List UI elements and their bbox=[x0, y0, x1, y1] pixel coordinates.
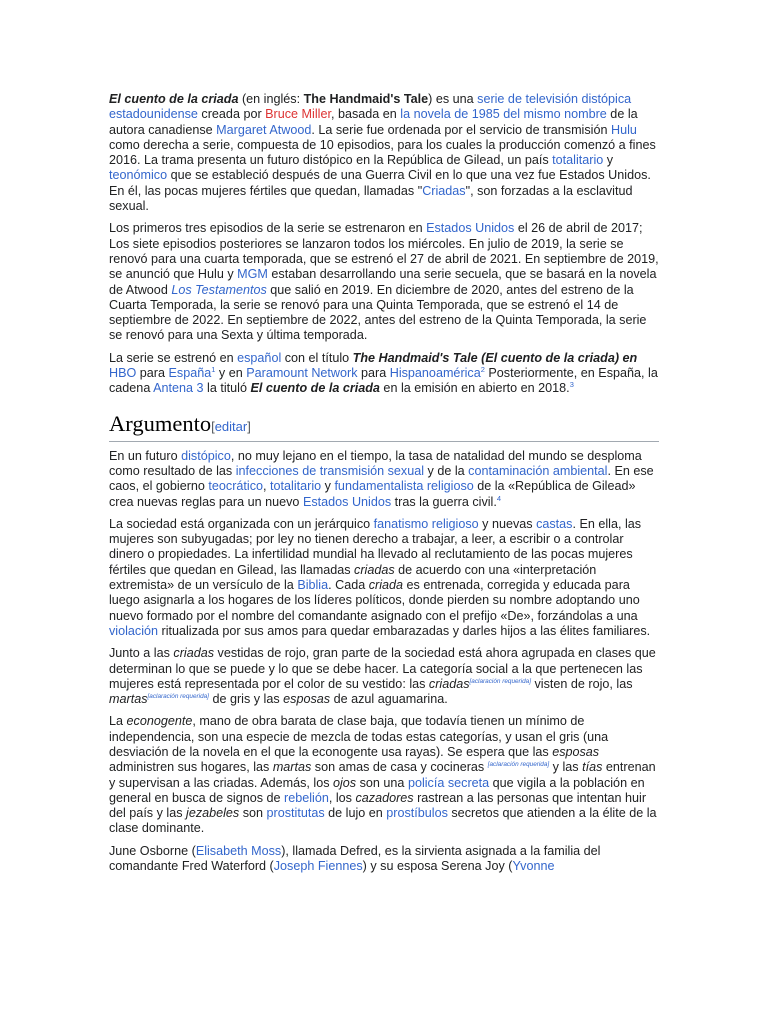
section-heading: Argumento[editar] bbox=[109, 411, 659, 442]
link-joseph-fiennes[interactable]: Joseph Fiennes bbox=[273, 859, 363, 874]
link-teocratico[interactable]: teocrático bbox=[208, 479, 264, 494]
title-es: El cuento de la criada bbox=[109, 92, 239, 106]
citation-needed-3[interactable]: [aclaración requerida] bbox=[487, 761, 550, 769]
citation-needed-1[interactable]: [aclaración requerida] bbox=[469, 677, 531, 685]
ref-3[interactable]: 3 bbox=[569, 380, 574, 390]
intro-paragraph-3: La serie se estrenó en español con el título The Handmaid's Tale (El cuento de la criada) en HBO para España$^1$ y en Paramount Network para Hispanoamérica$^2$ Posteriormente, en España, la cadena Antena 3 la tituló El cuento de la criada en la emisión en abierto en 2018.$^3$ bbox=[109, 350, 658, 396]
link-estados-unidos-2[interactable]: Estados Unidos bbox=[302, 494, 392, 509]
link-los-testamentos[interactable]: Los Testamentos bbox=[171, 282, 267, 297]
link-biblia[interactable]: Biblia bbox=[297, 578, 329, 593]
link-paramount[interactable]: Paramount Network bbox=[246, 366, 358, 381]
link-policia-secreta[interactable]: policía secreta bbox=[407, 775, 490, 790]
citation-needed-2[interactable]: [aclaración requerida] bbox=[147, 692, 209, 700]
link-violacion[interactable]: violación bbox=[109, 623, 159, 638]
link-contaminacion[interactable]: contaminación ambiental bbox=[468, 463, 608, 478]
link-rebelion[interactable]: rebelión bbox=[284, 790, 329, 805]
link-hispanoamerica[interactable]: Hispanoamérica bbox=[389, 366, 481, 381]
link-prostitutas[interactable]: prostitutas bbox=[266, 806, 325, 821]
argumento-paragraph-5: June Osborne (Elisabeth Moss), llamada Defred, es la sirvienta asignada a la familia del comandante Fred Waterford (Joseph Fiennes) y su esposa Serena Joy (Yvonne bbox=[109, 843, 601, 874]
argumento-paragraph-1: En un futuro distópico, no muy lejano en el tiempo, la tasa de natalidad del mundo se desploma como resultado de las infecciones de transmisión sexual y de la contaminación ambiental. En ese caos, el gobierno teocrático, totalitario y fundamentalista religioso de la «República de Gilead» crea nuevas reglas para un nuevo Estados Unidos tras la guerra civil.$^4$ bbox=[109, 448, 654, 509]
link-fundamentalista[interactable]: fundamentalista religioso bbox=[334, 479, 474, 494]
link-bruce-miller[interactable]: Bruce Miller bbox=[265, 107, 331, 122]
argumento-paragraph-4: La econogente, mano de obra barata de clase baja, que todavía tienen un mínimo de independencia, son una especie de mezcla de todas estas categorías, y usan el gris (una desviación de la novela en el que la econogente usa rayas). Se espera que las esposas administren sus hogares, las martas son amas de casa y cocineras [aclaración requerida] y las tías entrenan y supervisan a las criadas. Además, los ojos son una policía secreta que vigila a la población en general en busca de signos de rebelión, los cazadores rastrean a las personas que intentan huir del país y las jezabeles son prostitutas de lujo en prostíbulos secretos que atienden a la élite de la clase dominante. bbox=[109, 714, 657, 836]
link-estados-unidos[interactable]: Estados Unidos bbox=[426, 221, 515, 236]
intro-paragraph-1: El cuento de la criada (en inglés: The Handmaid's Tale) es una serie de televisión distópica estadounidense creada por Bruce Miller, basada en la novela de 1985 del mismo nombre de la autora canadiense Margaret Atwood. La serie fue ordenada por el servicio de transmisión Hulu como derecha a serie, compuesta de 10 episodios, para los cuales la producción comenzó a fines 2016. La trama presenta un futuro distópico en la República de Gilead, un país totalitario y teonómico que se estableció después de una Guerra Civil en lo que una vez fue Estados Unidos. En él, las pocas mujeres fértiles que quedan, llamadas "Criadas", son forzadas a la esclavitud sexual. bbox=[109, 92, 656, 214]
title-en: The Handmaid's Tale bbox=[303, 92, 429, 106]
link-hbo[interactable]: HBO bbox=[109, 366, 137, 381]
link-yvonne[interactable]: Yvonne bbox=[512, 859, 555, 874]
link-distopico[interactable]: distópico bbox=[181, 448, 231, 463]
link-espanol[interactable]: español bbox=[237, 350, 282, 365]
link-castas[interactable]: castas bbox=[536, 516, 573, 531]
edit-section-link[interactable]: [editar] bbox=[211, 418, 251, 434]
link-novela[interactable]: la novela de 1985 del mismo nombre bbox=[400, 107, 607, 122]
argumento-paragraph-2: La sociedad está organizada con un jerárquico fanatismo religioso y nuevas castas. En ella, las mujeres son subyugadas; por ley no tienen derecho a trabajar, a leer, a escribir o a controlar dinero o propiedades. La infertilidad mundial ha llevado al reclutamiento de las pocas mujeres fértiles que quedan en Gilead, las llamadas criadas de acuerdo con una «interpretación extremista» de un versículo de la Biblia. Cada criada es entrenada, corregida y educada para luego asignarla a los hogares de los líderes políticos, donde pierden su nombre adoptando uno nuevo formado por el nombre del comandante asignado con el prefijo «De», forzándolas a una violación ritualizada por sus amos para quedar embarazadas y darles hijos a las élites familiares. bbox=[109, 516, 651, 638]
link-serie[interactable]: serie de televisión distópica estadounidense bbox=[109, 92, 632, 122]
link-antena-3[interactable]: Antena 3 bbox=[153, 381, 204, 396]
link-criadas[interactable]: Criadas bbox=[422, 183, 466, 198]
link-prostibulos[interactable]: prostíbulos bbox=[386, 806, 448, 821]
link-hulu[interactable]: Hulu bbox=[610, 122, 637, 137]
link-espana[interactable]: España bbox=[168, 366, 212, 381]
link-infecciones[interactable]: infecciones de transmisión sexual bbox=[235, 463, 425, 478]
bold-title-2: El cuento de la criada bbox=[250, 381, 380, 396]
article-content bbox=[109, 92, 659, 881]
link-totalitario[interactable]: totalitario bbox=[552, 153, 604, 168]
link-teonomico[interactable]: teonómico bbox=[109, 168, 168, 183]
argumento-paragraph-3: Junto a las criadas vestidas de rojo, gran parte de la sociedad está ahora agrupada en clases que determinan lo que se puede y lo que se debe hacer. La categoría social a la que pertenecen las mujeres está representada por el color de su vestido: las criadas[aclaración requerida] visten de rojo, las martas[aclaración requerida] de gris y las esposas de azul aguamarina. bbox=[109, 646, 656, 707]
ref-1[interactable]: 1 bbox=[211, 364, 216, 374]
link-mgm[interactable]: MGM bbox=[237, 267, 268, 282]
intro-paragraph-2: Los primeros tres episodios de la serie se estrenaron en Estados Unidos el 26 de abril de 2017; Los siete episodios posteriores se lanzaron todos los miércoles. En julio de 2019, la serie se renovó para una cuarta temporada, que se estrenó el 27 de abril de 2021. En septiembre de 2019, se anunció que Hulu y MGM estaban desarrollando una serie secuela, que se basará en la novela de Atwood Los Testamentos que salió en 2019. En diciembre de 2020, antes del estreno de la Cuarta Temporada, la serie se renovó para una Quinta Temporada, que se estrenó el 14 de septiembre de 2022. En septiembre de 2022, antes del estreno de la Quinta Temporada, la serie se renovó para una Sexta y última temporada. bbox=[109, 221, 659, 343]
bold-title: The Handmaid's Tale (El cuento de la criada) en bbox=[352, 350, 638, 365]
ref-2[interactable]: 2 bbox=[480, 364, 485, 374]
link-fanatismo[interactable]: fanatismo religioso bbox=[373, 516, 479, 531]
link-totalitario-2[interactable]: totalitario bbox=[270, 479, 322, 494]
ref-4[interactable]: 4 bbox=[496, 493, 502, 503]
link-margaret-atwood[interactable]: Margaret Atwood bbox=[216, 122, 312, 137]
link-elisabeth-moss[interactable]: Elisabeth Moss bbox=[195, 843, 282, 858]
